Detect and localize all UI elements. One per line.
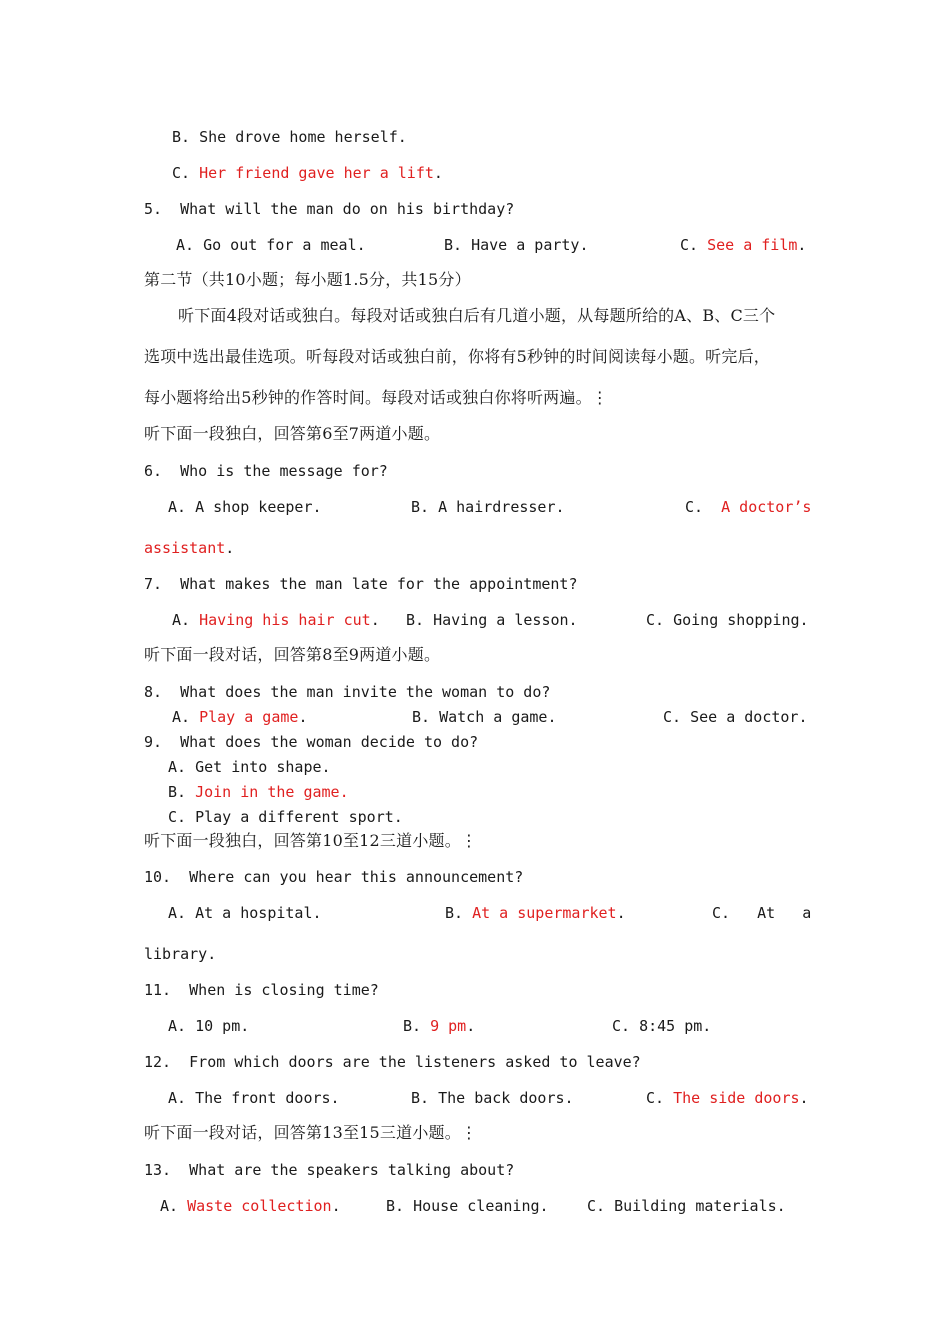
q8-option-a — [172, 708, 307, 726]
option-letter: C. — [680, 236, 699, 254]
option-letter: A. — [168, 904, 187, 922]
option-text: See a doctor. — [690, 708, 808, 726]
option-text: Go out for a meal. — [203, 236, 366, 254]
q11-option-b — [403, 1017, 475, 1035]
q6-option-c — [685, 498, 811, 516]
answer-text: See a film — [707, 236, 798, 254]
q9-option-c — [168, 808, 403, 826]
answer-end: . — [616, 904, 626, 922]
q10-option-a — [168, 904, 322, 922]
option-letter: B. — [411, 1089, 430, 1107]
q13-option-c — [587, 1197, 786, 1215]
option-text: Play a different sport. — [195, 808, 403, 826]
option-letter: C. — [663, 708, 682, 726]
answer-text: Play a game — [199, 708, 299, 726]
option-letter: A. — [168, 758, 187, 776]
q7-option-a — [172, 611, 380, 629]
dialogue-intro-13-15: 听下面一段对话，回答第13至15三道小题。⋮ — [144, 1123, 478, 1142]
option-text: The back doors. — [438, 1089, 574, 1107]
q7-option-c — [646, 611, 809, 629]
answer-end: . — [799, 1089, 809, 1107]
q5-option-c — [680, 236, 806, 254]
section-instructions-line-2: 选项中选出最佳选项。听每段对话或独白前，你将有5秒钟的时间阅读每小题。听完后， — [144, 347, 770, 366]
option-text: The front doors. — [195, 1089, 340, 1107]
answer-end: . — [225, 539, 235, 557]
section-instructions-line-1: 听下面4段对话或独白。每段对话或独白后有几道小题，从每题所给的A、B、C三个 — [178, 306, 776, 325]
answer-end: . — [466, 1017, 476, 1035]
q12-option-a — [168, 1089, 340, 1107]
option-text: Have a party. — [471, 236, 589, 254]
q6-option-a — [168, 498, 322, 516]
q13-stem: 13. What are the speakers talking about? — [144, 1161, 515, 1179]
option-letter: A. — [168, 1089, 187, 1107]
q10-option-b — [445, 904, 626, 922]
option-letter: B. — [412, 708, 431, 726]
option-letter: A. — [160, 1197, 179, 1215]
q7-stem: 7. What makes the man late for the appointment? — [144, 575, 578, 593]
option-letter: A. — [168, 1017, 187, 1035]
q6-stem: 6. Who is the message for? — [144, 462, 388, 480]
answer-end: . — [298, 708, 308, 726]
q12-option-c — [646, 1089, 809, 1107]
option-text: 10 pm. — [195, 1017, 250, 1035]
dialogue-intro-8-9: 听下面一段对话，回答第8至9两道小题。 — [144, 645, 441, 664]
option-letter: C. — [685, 498, 704, 516]
q4-option-c — [172, 164, 443, 182]
answer-text: At a supermarket — [472, 904, 617, 922]
option-letter: B. — [444, 236, 463, 254]
option-text: Going shopping. — [673, 611, 809, 629]
answer-end: . — [370, 611, 380, 629]
option-text: 8:45 pm. — [639, 1017, 712, 1035]
answer-end: . — [433, 164, 443, 182]
dialogue-intro-10-12: 听下面一段独白，回答第10至12三道小题。⋮ — [144, 831, 478, 850]
option-letter: B. — [172, 128, 191, 146]
q9-option-b — [168, 783, 349, 801]
q13-option-b — [386, 1197, 549, 1215]
dialogue-intro-6-7: 听下面一段独白，回答第6至7两道小题。 — [144, 424, 441, 443]
q11-stem: 11. When is closing time? — [144, 981, 379, 999]
answer-end: . — [797, 236, 807, 254]
section-heading: 第二节（共10小题；每小题1.5分，共15分） — [144, 270, 471, 289]
answer-text: Waste collection — [187, 1197, 332, 1215]
option-text: A shop keeper. — [195, 498, 322, 516]
q6-option-b — [411, 498, 565, 516]
q10-stem: 10. Where can you hear this announcement? — [144, 868, 524, 886]
q10-option-c — [712, 904, 811, 922]
answer-text: Having his hair cut — [199, 611, 371, 629]
option-text: Building materials. — [614, 1197, 786, 1215]
q12-stem: 12. From which doors are the listeners asked to leave? — [144, 1053, 641, 1071]
option-letter: B. — [168, 783, 187, 801]
answer-text: 9 pm — [430, 1017, 467, 1035]
option-letter: A. — [168, 498, 187, 516]
option-letter: C. — [172, 164, 191, 182]
option-letter: A. — [172, 708, 191, 726]
option-letter: B. — [445, 904, 464, 922]
section-instructions-line-3: 每小题将给出5秒钟的作答时间。每段对话或独白你将听两遍。⋮ — [144, 388, 608, 407]
q8-option-c — [663, 708, 808, 726]
option-text: Watch a game. — [439, 708, 557, 726]
q10-option-c-continued: library. — [144, 945, 217, 963]
option-letter: B. — [411, 498, 430, 516]
q11-option-c — [612, 1017, 711, 1035]
answer-text: The side doors — [673, 1089, 800, 1107]
q7-option-b — [406, 611, 578, 629]
option-text: At a — [757, 904, 812, 922]
option-letter: B. — [406, 611, 425, 629]
q13-option-a — [160, 1197, 341, 1215]
option-letter: C. — [587, 1197, 606, 1215]
option-letter: C. — [168, 808, 187, 826]
q9-stem: 9. What does the woman decide to do? — [144, 733, 479, 751]
answer-text-continued: assistant — [144, 539, 226, 557]
option-letter: C. — [612, 1017, 631, 1035]
option-text: At a hospital. — [195, 904, 322, 922]
q4-option-b — [172, 128, 407, 146]
option-text: Get into shape. — [195, 758, 331, 776]
q5-option-a — [176, 236, 366, 254]
option-letter: A. — [172, 611, 191, 629]
answer-text: A doctor’s — [721, 498, 812, 516]
answer-end: . — [331, 1197, 341, 1215]
q11-option-a — [168, 1017, 249, 1035]
option-text: House cleaning. — [413, 1197, 549, 1215]
option-letter: C. — [646, 611, 665, 629]
answer-text: Join in the game. — [195, 783, 349, 801]
option-letter: B. — [403, 1017, 422, 1035]
option-text: She drove home herself. — [199, 128, 407, 146]
q8-stem: 8. What does the man invite the woman to do? — [144, 683, 551, 701]
q8-option-b — [412, 708, 557, 726]
option-text: A hairdresser. — [438, 498, 565, 516]
q6-option-c-continued — [144, 539, 234, 557]
q5-stem: 5. What will the man do on his birthday? — [144, 200, 515, 218]
q9-option-a — [168, 758, 331, 776]
q12-option-b — [411, 1089, 574, 1107]
answer-text: Her friend gave her a lift — [199, 164, 434, 182]
option-letter: A. — [176, 236, 195, 254]
option-letter: C. — [712, 904, 731, 922]
option-letter: B. — [386, 1197, 405, 1215]
q5-option-b — [444, 236, 589, 254]
option-text: Having a lesson. — [433, 611, 578, 629]
option-letter: C. — [646, 1089, 665, 1107]
